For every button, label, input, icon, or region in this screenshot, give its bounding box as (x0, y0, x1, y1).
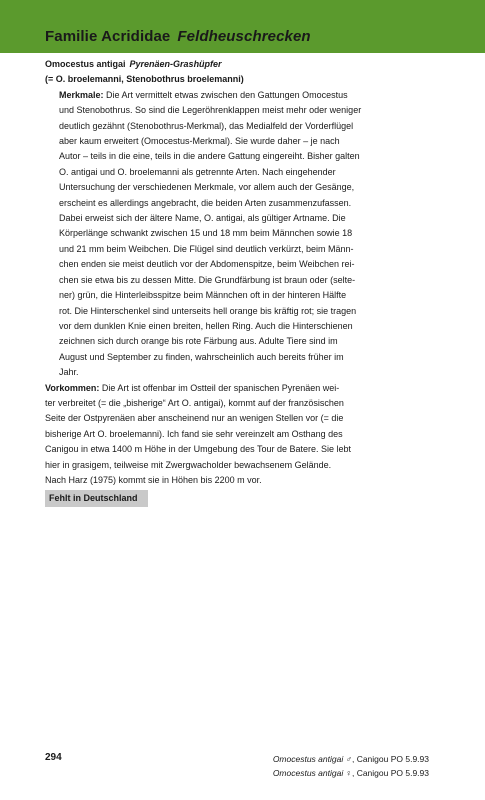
family-german-name: Feldheuschrecken (177, 28, 311, 45)
caption-female (273, 766, 429, 780)
page-number: 294 (45, 752, 62, 763)
species-synonyms: (= O. broelemanni, Stenobothrus broelemanni) (45, 74, 244, 85)
merkmale-line: Körperlänge schwankt zwischen 15 und 18 mm beim Männchen sowie 18 (59, 228, 353, 239)
merkmale-line: aber kaum erweitert (Omocestus-Merkmal). Sie wurde daher – je nach (59, 136, 340, 147)
merkmale-line: rot. Die Hinterschenkel sind unterseits hell orange bis kräftig rot; sie tragen (59, 305, 357, 316)
page-title (45, 28, 311, 45)
vorkommen-line: ter verbreitet (= die „bisherige“ Art O. antigai), kommt auf der französischen (45, 397, 344, 408)
merkmale-line: chen sie etwa bis zu dessen Mitte. Die Grundfärbung ist braun oder (selte- (59, 274, 356, 285)
caption-male (273, 752, 429, 766)
vorkommen-line: hier in grasigem, teilweise mit Zwergwacholder bewachsenem Gelände. (45, 459, 332, 470)
family-name: Familie Acrididae (45, 28, 171, 45)
merkmale-line: August und September zu finden, wahrscheinlich auch bereits früher im (59, 351, 344, 362)
merkmale-line: Untersuchung der verschiedenen Merkmale, vor allem auch der Gesänge, (59, 182, 355, 193)
merkmale-line: deutlich gezähnt (Stenobothrus-Merkmal), das Medialfeld der Vorderflügel (59, 120, 354, 131)
header-bar (0, 0, 485, 53)
merkmale-line: chen enden sie meist deutlich vor der Abdomenspitze, beim Weibchen rei- (59, 259, 355, 270)
caption-location: , Canigou PO 5.9.93 (351, 768, 429, 778)
species-heading (45, 57, 441, 72)
merkmale-line: Merkmale: Die Art vermittelt etwas zwischen den Gattungen Omocestus (59, 89, 348, 100)
merkmale-line: Jahr. (59, 367, 79, 378)
merkmale-line: O. antigai und O. broelemanni als getrennte Arten. Nach eingehender (59, 166, 336, 177)
female-symbol-icon: ♀ (345, 768, 352, 778)
content-area (45, 57, 441, 507)
vorkommen-line: Seite der Ostpyrenäen aber anscheinend nur an wenigen Stellen vor (= die (45, 413, 344, 424)
vorkommen-line: Vorkommen: Die Art ist offenbar im Ostteil der spanischen Pyrenäen wei- (45, 382, 340, 393)
vorkommen-line: Canigou in etwa 1400 m Höhe in der Umgebung des Tour de Batere. Sie lebt (45, 444, 352, 455)
merkmale-label: Merkmale: (59, 89, 104, 100)
vorkommen-section (45, 381, 441, 489)
species-latin-name: Omocestus antigai (45, 59, 126, 69)
species-common-name: Pyrenäen-Grashüpfer (129, 59, 222, 69)
distribution-badge: Fehlt in Deutschland (45, 490, 148, 507)
merkmale-section (59, 88, 441, 381)
photo-captions (273, 752, 429, 780)
caption-species: Omocestus antigai (272, 768, 344, 778)
merkmale-line: und 21 mm beim Weibchen. Die Flügel sind deutlich verkürzt, beim Männ- (59, 243, 354, 254)
caption-species: Omocestus antigai (272, 754, 344, 764)
merkmale-line: Dabei erweist sich der ältere Name, O. antigai, als gültiger Artname. Die (59, 213, 346, 224)
vorkommen-line: bisherige Art O. broelemanni). Ich fand sie sehr vereinzelt am Osthang des (45, 428, 343, 439)
merkmale-line: erscheint es allerdings angebracht, die beiden Arten zusammenzufassen. (59, 197, 352, 208)
merkmale-line: ner) grün, die Hinterleibsspitze beim Männchen oft in der hinteren Hälfte (59, 290, 347, 301)
vorkommen-line: Nach Harz (1975) kommt sie in Höhen bis 2200 m vor. (45, 474, 262, 485)
vorkommen-label: Vorkommen: (45, 382, 100, 393)
merkmale-line: und Stenobothrus. So sind die Legeröhrenklappen meist mehr oder weniger (59, 105, 362, 116)
merkmale-line: vor dem dunklen Knie einen breiten, hellen Ring. Auch die Hinterschienen (59, 320, 353, 331)
merkmale-line: Autor – teils in die eine, teils in die andere Gattung eingereiht. Bisher galten (59, 151, 360, 162)
merkmale-line: zeichnen sich durch orange bis rote Färbung aus. Adulte Tiere sind im (59, 336, 338, 347)
caption-location: , Canigou PO 5.9.93 (351, 754, 429, 764)
male-symbol-icon: ♂ (345, 754, 352, 764)
